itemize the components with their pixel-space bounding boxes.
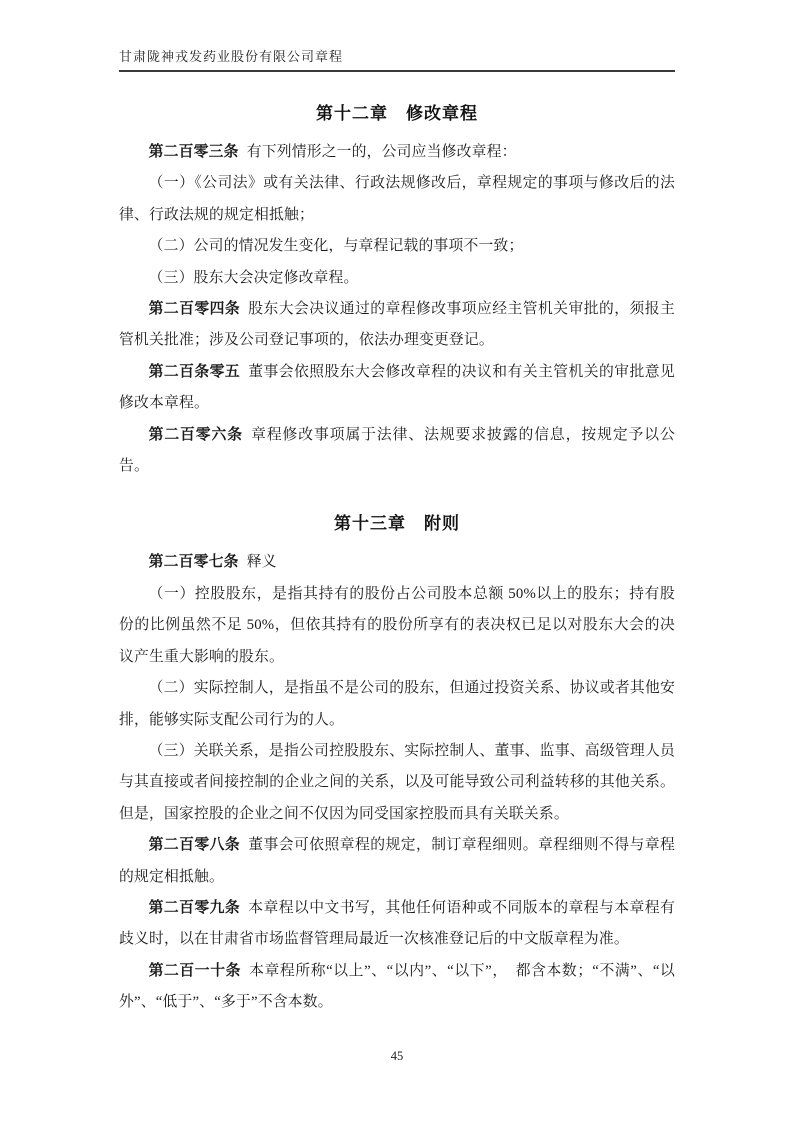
paragraph-text: （一）控股股东，是指其持有的股份占公司股本总额 50%以上的股东；持有股份的比例虽然不足 50%，但依其持有的股份所享有的表决权已足以对股东大会的决议产生重大影响的股东。 bbox=[119, 585, 675, 665]
chapter-12-title: 第十二章 修改章程 bbox=[316, 104, 478, 123]
article-text: 有下列情形之一的，公司应当修改章程： bbox=[246, 144, 517, 160]
list-item-paragraph bbox=[119, 673, 675, 736]
page-number: 45 bbox=[390, 1049, 404, 1063]
article-text: 本章程以中文书写，其他任何语种或不同版本的章程与本章程有歧义时，以在甘肃省市场监督管理局最近一次核准登记后的中文版章程为准。 bbox=[119, 899, 676, 948]
article-text: 股东大会决议通过的章程修改事项应经主管机关审批的，须报主管机关批准；涉及公司登记事项的，依法办理变更登记。 bbox=[119, 301, 676, 349]
article-text: 本章程所称“以上”、“以内”、“以下”， 都含本数；“不满”、“以外”、“低于”、“多于”不含本数。 bbox=[119, 962, 676, 1011]
list-item-paragraph bbox=[119, 231, 675, 262]
article-number: 第二百零七条 bbox=[148, 554, 239, 571]
header-title: 甘肃陇神戎发药业股份有限公司章程 bbox=[119, 49, 344, 64]
paragraph-text: （三）股东大会决定修改章程。 bbox=[148, 269, 359, 286]
article-paragraph bbox=[119, 357, 675, 420]
article-paragraph bbox=[119, 420, 675, 483]
article-paragraph bbox=[119, 956, 675, 1019]
page-footer bbox=[0, 1049, 794, 1064]
header-rule bbox=[119, 70, 675, 72]
article-number: 第二百条零五 bbox=[148, 363, 241, 380]
article-paragraph bbox=[119, 893, 675, 956]
article-paragraph bbox=[119, 294, 675, 357]
article-text: 董事会依照股东大会修改章程的决议和有关主管机关的审批意见修改本章程。 bbox=[119, 363, 676, 412]
paragraph-text: （一）《公司法》或有关法律、行政法规修改后，章程规定的事项与修改后的法律、行政法规的规定相抵触； bbox=[119, 175, 675, 223]
article-number: 第二百零三条 bbox=[148, 144, 239, 160]
page-header bbox=[119, 0, 675, 72]
list-item-paragraph bbox=[119, 579, 675, 673]
article-number: 第二百零八条 bbox=[148, 837, 241, 854]
article-text: 章程修改事项属于法律、法规要求披露的信息，按规定予以公告。 bbox=[119, 426, 676, 475]
article-number: 第二百零四条 bbox=[148, 301, 241, 318]
list-item-paragraph bbox=[119, 736, 675, 830]
paragraph-text: （二）实际控制人，是指虽不是公司的股东，但通过投资关系、协议或者其他安排，能够实际支配公司行为的人。 bbox=[119, 680, 675, 728]
chapter-13-title: 第十三章 附则 bbox=[334, 514, 460, 534]
article-paragraph bbox=[119, 830, 675, 893]
paragraph-text: （三）关联关系，是指公司控股股东、实际控制人、董事、监事、高级管理人员与其直接或者间接控制的企业之间的关系，以及可能导致公司利益转移的其他关系。但是，国家控股的企业之间不仅因为同受国家控股而具有关联关系。 bbox=[119, 742, 675, 822]
article-paragraph bbox=[119, 547, 675, 578]
paragraph-text: （二）公司的情况发生变化，与章程记载的事项不一致； bbox=[148, 238, 524, 255]
article-number: 第二百零六条 bbox=[148, 426, 243, 443]
list-item-paragraph bbox=[119, 263, 675, 294]
document-body bbox=[119, 99, 675, 1019]
article-number: 第二百一十条 bbox=[148, 962, 241, 979]
article-paragraph bbox=[119, 137, 675, 168]
article-text: 释义 bbox=[246, 554, 277, 571]
list-item-paragraph bbox=[119, 168, 675, 231]
article-text: 董事会可依照章程的规定，制订章程细则。章程细则不得与章程的规定相抵触。 bbox=[119, 837, 676, 885]
article-number: 第二百零九条 bbox=[148, 899, 241, 916]
